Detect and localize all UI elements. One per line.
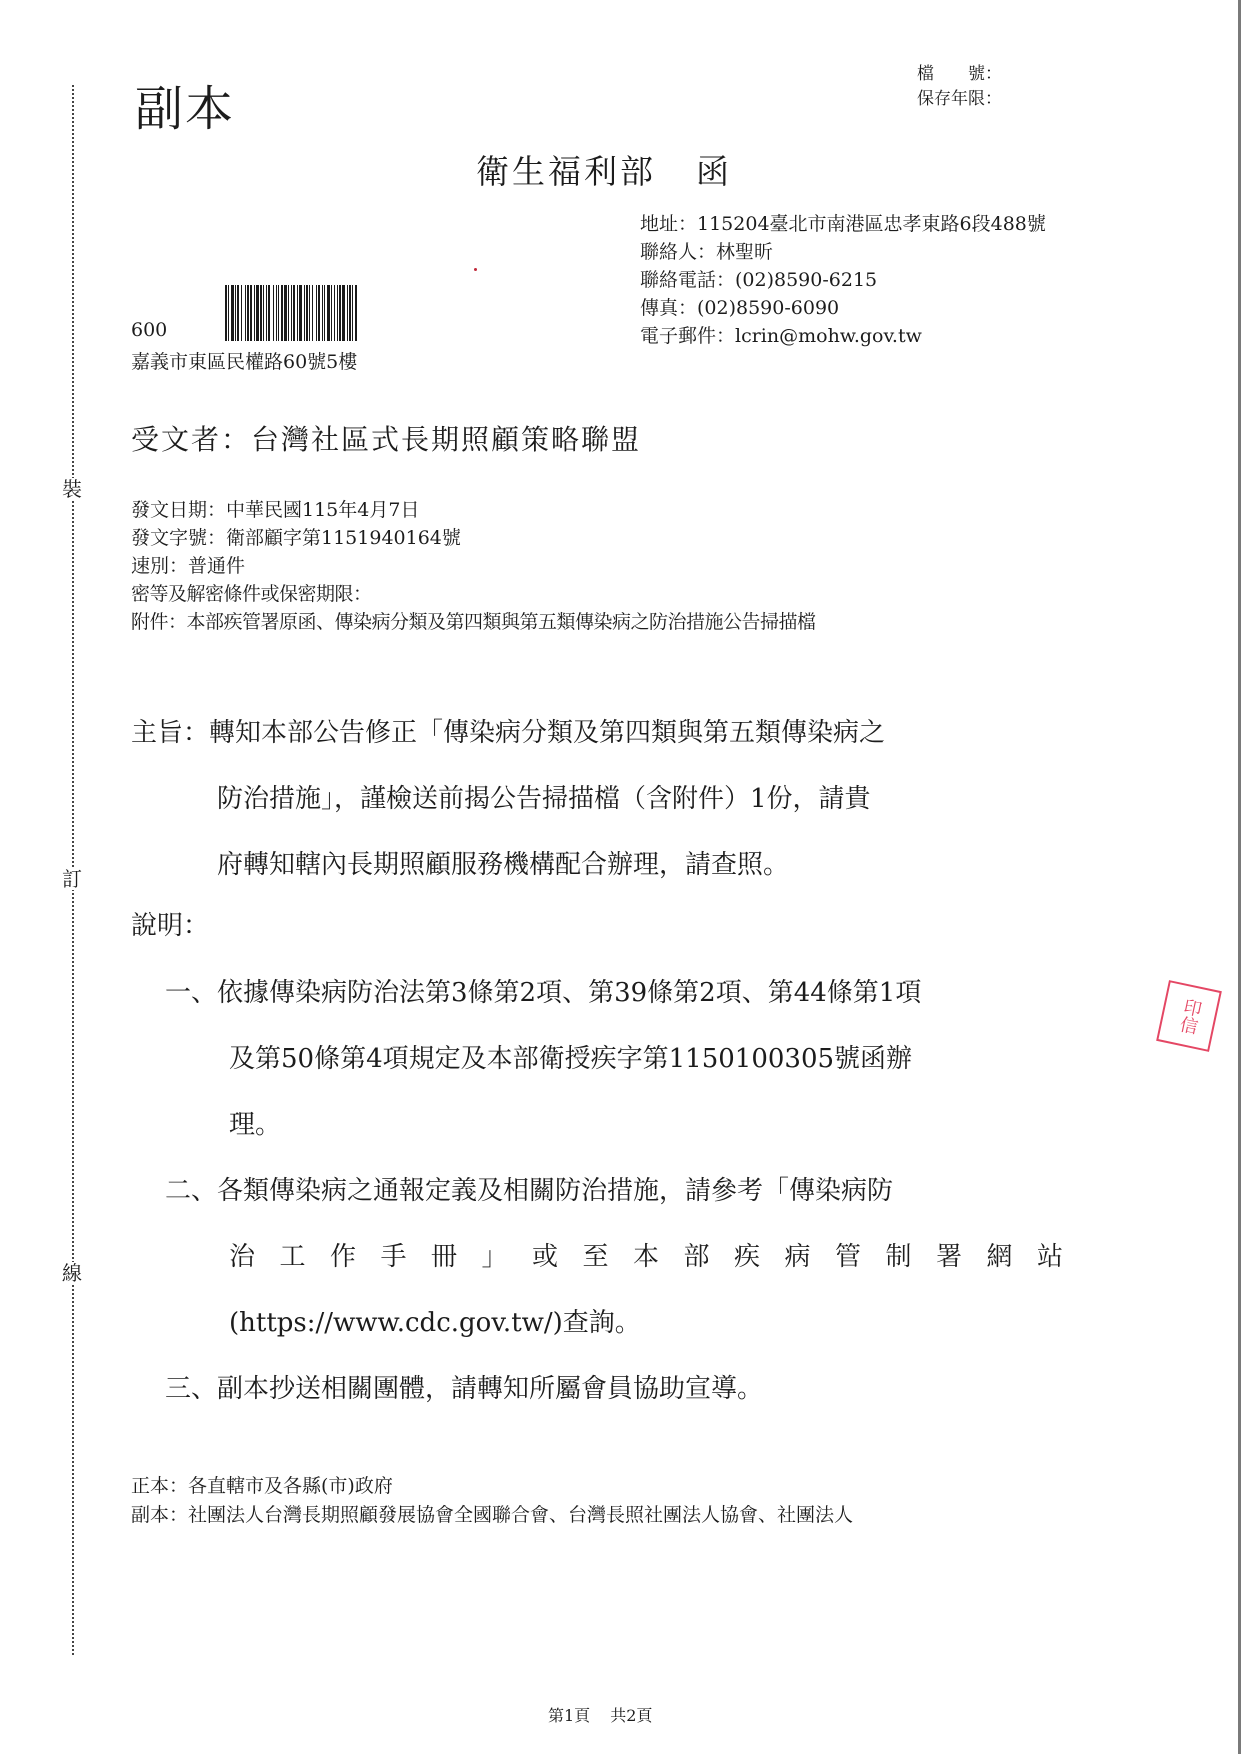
explanation-item-3: 三、副本抄送相關團體，請轉知所屬會員協助宣導。	[165, 1374, 764, 1404]
confidentiality: 密等及解密條件或保密期限：	[131, 583, 372, 605]
explanation	[165, 960, 1088, 1422]
explanation-item-2-url: (https://www.cdc.gov.tw/)查詢。	[229, 1308, 641, 1338]
agency-name: 衛生福利部	[476, 152, 656, 191]
file-meta	[917, 62, 1002, 112]
issue-date: 發文日期：中華民國115年4月7日	[131, 499, 420, 521]
sender-phone: 聯絡電話：(02)8590-6215	[640, 269, 878, 291]
copy-mark: 副本	[135, 81, 236, 137]
subject-line: 防治措施」，謹檢送前揭公告掃描檔（含附件）1份，請貴	[217, 784, 871, 814]
page-total: 共2頁	[610, 1706, 653, 1725]
sender-contact: 聯絡人：林聖昕	[640, 241, 774, 263]
document-title	[476, 146, 732, 193]
explanation-item-1-cont: 及第50條第4項規定及本部衛授疾字第1150100305號函辦	[229, 1044, 913, 1074]
sender-info	[640, 210, 1046, 350]
ink-dot	[474, 268, 477, 271]
distribution	[131, 1472, 853, 1530]
subject	[131, 700, 885, 898]
copy-recipients: 副本：社團法人台灣長期照顧發展協會全國聯合會、台灣長照社團法人協會、社團法人	[131, 1504, 854, 1526]
official-seal: 印信	[1156, 980, 1222, 1052]
sender-address: 地址：115204臺北市南港區忠孝東路6段488號	[640, 213, 1046, 235]
explanation-item-2: 二、各類傳染病之通報定義及相關防治措施，請參考「傳染病防	[165, 1176, 894, 1206]
receiver: 受文者：台灣社區式長期照顧策略聯盟	[131, 423, 642, 456]
original-recipients: 正本：各直轄市及各縣(市)政府	[131, 1475, 393, 1497]
priority: 速別：普通件	[131, 555, 246, 577]
binding-mark-xian: 線	[62, 1261, 82, 1285]
retention-label: 保存年限：	[917, 89, 1002, 109]
subject-line: 主旨：轉知本部公告修正「傳染病分類及第四類與第五類傳染病之	[131, 718, 886, 748]
binding-mark-zhuang: 裝	[62, 477, 82, 501]
page-footer	[548, 1703, 652, 1726]
sender-email: 電子郵件：lcrin@mohw.gov.tw	[640, 325, 922, 347]
recipient-zip: 600	[131, 319, 168, 341]
sender-fax: 傳真：(02)8590-6090	[640, 297, 840, 319]
file-number-label: 檔 號：	[917, 64, 1002, 84]
document-meta	[131, 496, 816, 636]
recipient-address: 嘉義市東區民權路60號5樓	[131, 351, 358, 373]
explanation-item-1-cont: 理。	[229, 1110, 282, 1140]
page-number: 第1頁	[548, 1706, 591, 1725]
binding-mark-ding: 訂	[62, 867, 82, 891]
explanation-heading: 說明：	[131, 911, 210, 941]
subject-line: 府轉知轄內長期照顧服務機構配合辦理，請查照。	[217, 850, 790, 880]
doc-type: 函	[696, 152, 732, 191]
explanation-item-2-cont: 治工作手冊」或至本部疾病管制署網站	[229, 1242, 1088, 1272]
doc-number: 發文字號：衛部顧字第1151940164號	[131, 527, 461, 549]
barcode	[225, 285, 507, 341]
attachment: 附件：本部疾管署原函、傳染病分類及第四類與第五類傳染病之防治措施公告掃描檔	[131, 611, 816, 633]
explanation-item-1: 一、依據傳染病防治法第3條第2項、第39條第2項、第44條第1項	[165, 978, 922, 1008]
